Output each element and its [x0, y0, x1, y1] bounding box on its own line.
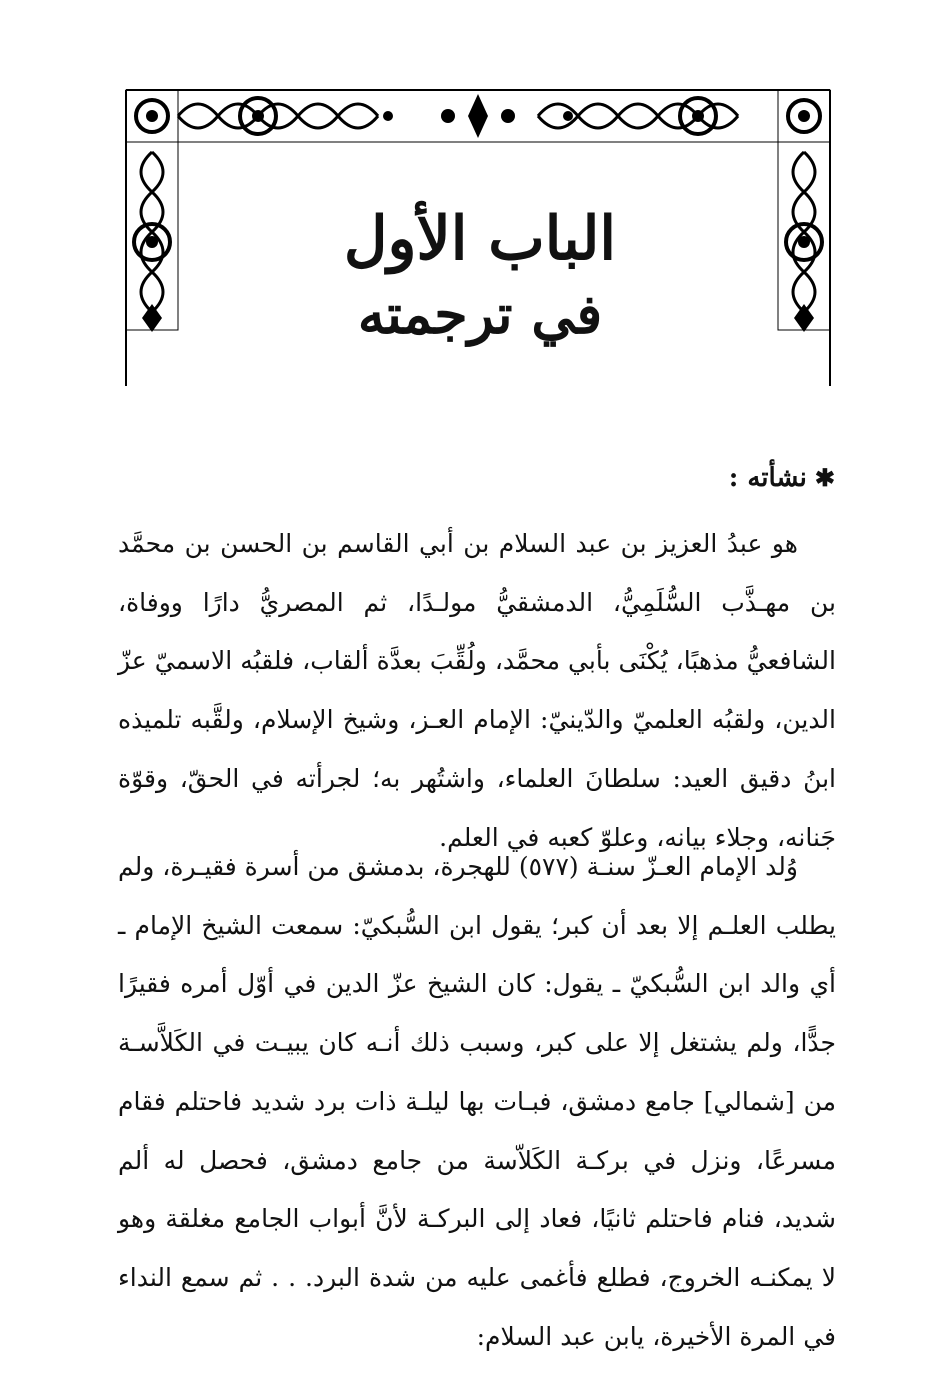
paragraph-text: وُلد الإمام العـزّ سنـة (٥٧٧) للهجرة، بدمشق من أسرة فقيـرة، ولم يطلب العلـم إلا بعد أن كبر؛ يقول ابن السُّبكيّ: سمعت الشيخ الإمام ـ أي والد ابن السُّبكيّ ـ يقول: كان الشيخ عزّ الدين في أوّل أمره فقيرًا جدًّا، ولم يشتغل إلا على كبر، وسبب ذلك أنـه كان يبيـت في الكَلاَّسـة من [شمالي] جامع دمشق، فبـات بها ليلـة ذات برد شديد فاحتلم فقام مسرعًا، ونزل في بركـة الكَلاّسة من جامع دمشق، فحصل له ألم شديد، فنام فاحتلم ثانيًا، فعاد إلى البركـة لأنَّ أبواب الجامع مغلقة وهو لا يمكنـه الخروج، فطلع فأغمى عليه من شدة البرد. . . ثم سمع النداء في المرة الأخيرة، يابن عبد السلام: [118, 852, 836, 1351]
paragraph-2 [118, 838, 836, 1366]
chapter-title: الباب الأول [343, 204, 617, 274]
paragraph-text: هو عبدُ العزيز بن عبد السلام بن أبي القاسم بن الحسن بن محمَّد بن مهـذَّب السُّلَمِيُّ، الدمشقيُّ مولـدًا، ثم المصريُّ دارًا ووفاة، الشافعيُّ مذهبًا، يُكْنَى بأبي محمَّد، ولُقِّبَ بعدَّة ألقاب، فلقبُه الاسميّ عزّ الدين، ولقبُه العلميّ والدّينيّ: الإمام العـز، وشيخ الإسلام، ولقَّبه تلميذه ابنُ دقيق العيد: سلطانَ العلماء، واشتُهر به؛ لجرأته في الحقّ، وقوّة جَنانه، وجلاء بيانه، وعلوّ كعبه في العلم. [118, 529, 837, 852]
paragraph-1 [118, 515, 836, 867]
section-heading-text: نشأته : [728, 463, 807, 493]
chapter-title-block [300, 200, 660, 350]
section-heading [729, 458, 835, 498]
asterisk-icon: ✱ [814, 463, 835, 492]
chapter-subtitle: في ترجمته [357, 282, 603, 346]
